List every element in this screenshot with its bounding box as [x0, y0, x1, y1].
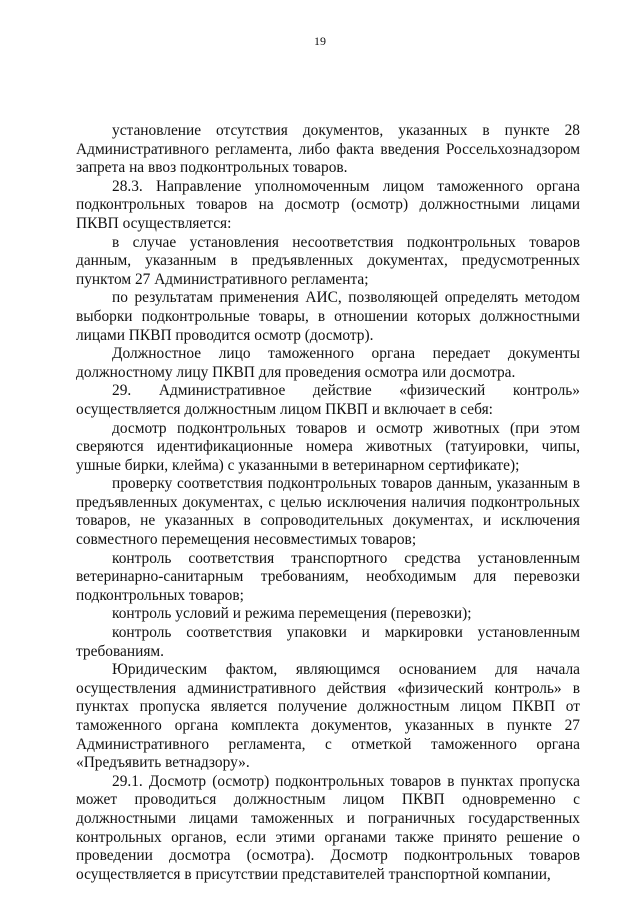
document-body: [76, 122, 580, 884]
paragraph: 28.3. Направление уполномоченным лицом таможенного органа подконтрольных товаров на досмотр (осмотр) должностными лицами ПКВП осуществляется:: [76, 177, 580, 232]
paragraph: в случае установления несоответствия подконтрольных товаров данным, указанным в предъявленных документах, предусмотренных пунктом 27 Административного регламента;: [76, 233, 580, 288]
paragraph: Юридическим фактом, являющимся основанием для начала осуществления административного действия «физический контроль» в пунктах пропуска является получение должностным лицом ПКВП от таможенного органа комплекта документов, указанных в пункте 27 Административного регламента, с отметкой таможенного органа «Предъявить ветнадзору».: [76, 661, 580, 772]
paragraph: по результатам применения АИС, позволяющей определять методом выборки подконтрольные товары, в отношении которых должностными лицами ПКВП проводится осмотр (досмотр).: [76, 289, 580, 344]
paragraph: установление отсутствия документов, указанных в пункте 28 Административного регламента, либо факта введения Россельхознадзором запрета на ввоз подконтрольных товаров.: [76, 122, 580, 177]
paragraph: проверку соответствия подконтрольных товаров данным, указанным в предъявленных документах, с целью исключения наличия подконтрольных товаров, не указанных в сопроводительных документах, и исключения совместного перемещения несовместимых товаров;: [76, 475, 580, 549]
paragraph: контроль условий и режима перемещения (перевозки);: [112, 605, 472, 623]
paragraph: 29.1. Досмотр (осмотр) подконтрольных товаров в пунктах пропуска может проводиться должностным лицом ПКВП одновременно с должностными лицами таможенных и пограничных государственных контрольных органов, если этими органами также принято решение о проведении досмотра (осмотра). Досмотр подконтрольных товаров осуществляется в присутствии представителей транспортной компании,: [76, 772, 580, 883]
paragraph: контроль соответствия транспортного средства установленным ветеринарно-санитарным требованиям, необходимым для перевозки подконтрольных товаров;: [76, 549, 580, 604]
paragraph: Должностное лицо таможенного органа передает документы должностному лицу ПКВП для проведения осмотра или досмотра.: [76, 345, 580, 381]
paragraph: досмотр подконтрольных товаров и осмотр животных (при этом сверяются идентификационные номера животных (татуировки, чипы, ушные бирки, клейма) с указанными в ветеринарном сертификате);: [76, 419, 580, 474]
page-number: 19: [314, 34, 326, 48]
paragraph: контроль соответствия упаковки и маркировки установленным требованиям.: [76, 624, 580, 660]
paragraph: 29. Административное действие «физический контроль» осуществляется должностным лицом ПКВП и включает в себя:: [76, 382, 580, 418]
